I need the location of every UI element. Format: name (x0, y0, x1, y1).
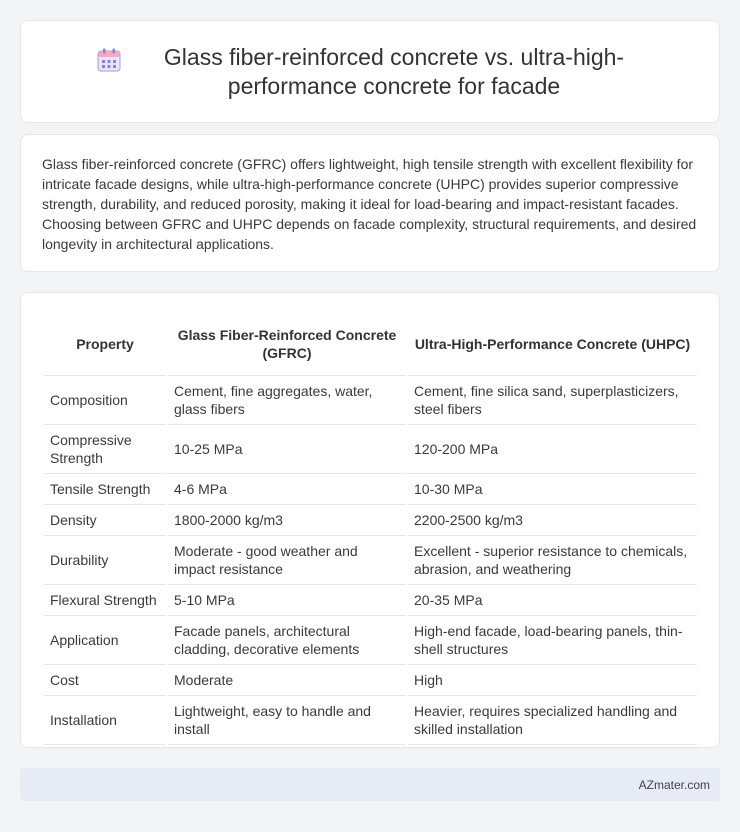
row-property: Density (44, 505, 166, 536)
row-property: Cost (44, 665, 166, 696)
row-uhpc-value: 10-30 MPa (408, 474, 697, 505)
table-row (44, 696, 697, 745)
footer-brand: AZmater.com (638, 777, 710, 792)
page-title: Glass fiber-reinforced concrete vs. ultra-high-performance concrete for facade (163, 43, 625, 99)
header-uhpc: Ultra-High-Performance Concrete (UHPC) (408, 313, 697, 376)
row-property: Compressive Strength (44, 425, 166, 474)
table-row (44, 585, 697, 616)
row-property: Application (44, 616, 166, 665)
row-gfrc-value: Cement, fine aggregates, water, glass fibers (168, 376, 406, 425)
table-row (44, 665, 697, 696)
row-property: Installation (44, 696, 166, 745)
row-property: Composition (44, 376, 166, 425)
comparison-table (42, 313, 699, 745)
row-property: Durability (44, 536, 166, 585)
row-uhpc-value: Excellent - superior resistance to chemicals, abrasion, and weathering (408, 536, 697, 585)
row-gfrc-value: 4-6 MPa (168, 474, 406, 505)
comparison-table-card (20, 292, 720, 748)
row-gfrc-value: Moderate (168, 665, 406, 696)
table-row (44, 616, 697, 665)
row-uhpc-value: Heavier, requires specialized handling and skilled installation (408, 696, 697, 745)
footer (20, 768, 720, 801)
table-row (44, 376, 697, 425)
row-gfrc-value: 5-10 MPa (168, 585, 406, 616)
header-property: Property (44, 313, 166, 376)
row-gfrc-value: Lightweight, easy to handle and install (168, 696, 406, 745)
row-gfrc-value: 1800-2000 kg/m3 (168, 505, 406, 536)
summary-card (20, 134, 720, 272)
row-uhpc-value: High (408, 665, 697, 696)
row-property: Tensile Strength (44, 474, 166, 505)
row-property: Flexural Strength (44, 585, 166, 616)
table-row (44, 425, 697, 474)
calendar-icon (96, 47, 122, 73)
row-gfrc-value: Facade panels, architectural cladding, decorative elements (168, 616, 406, 665)
row-gfrc-value: Moderate - good weather and impact resistance (168, 536, 406, 585)
row-uhpc-value: 2200-2500 kg/m3 (408, 505, 697, 536)
row-uhpc-value: 20-35 MPa (408, 585, 697, 616)
title-card (20, 20, 720, 123)
summary-text: Glass fiber-reinforced concrete (GFRC) offers lightweight, high tensile strength with excellent flexibility for intricate facade designs, while ultra-high-performance concrete (UHPC) provides superior compressive strength, durability, and reduced porosity, making it ideal for load-bearing and impact-resistant facades. Choosing between GFRC and UHPC depends on facade complexity, structural requirements, and desired longevity in architectural applications. (42, 156, 697, 252)
table-row (44, 505, 697, 536)
table-row (44, 474, 697, 505)
header-gfrc: Glass Fiber-Reinforced Concrete (GFRC) (168, 313, 406, 376)
row-uhpc-value: Cement, fine silica sand, superplasticizers, steel fibers (408, 376, 697, 425)
row-uhpc-value: High-end facade, load-bearing panels, thin-shell structures (408, 616, 697, 665)
row-uhpc-value: 120-200 MPa (408, 425, 697, 474)
table-header-row (44, 313, 697, 376)
row-gfrc-value: 10-25 MPa (168, 425, 406, 474)
table-row (44, 536, 697, 585)
